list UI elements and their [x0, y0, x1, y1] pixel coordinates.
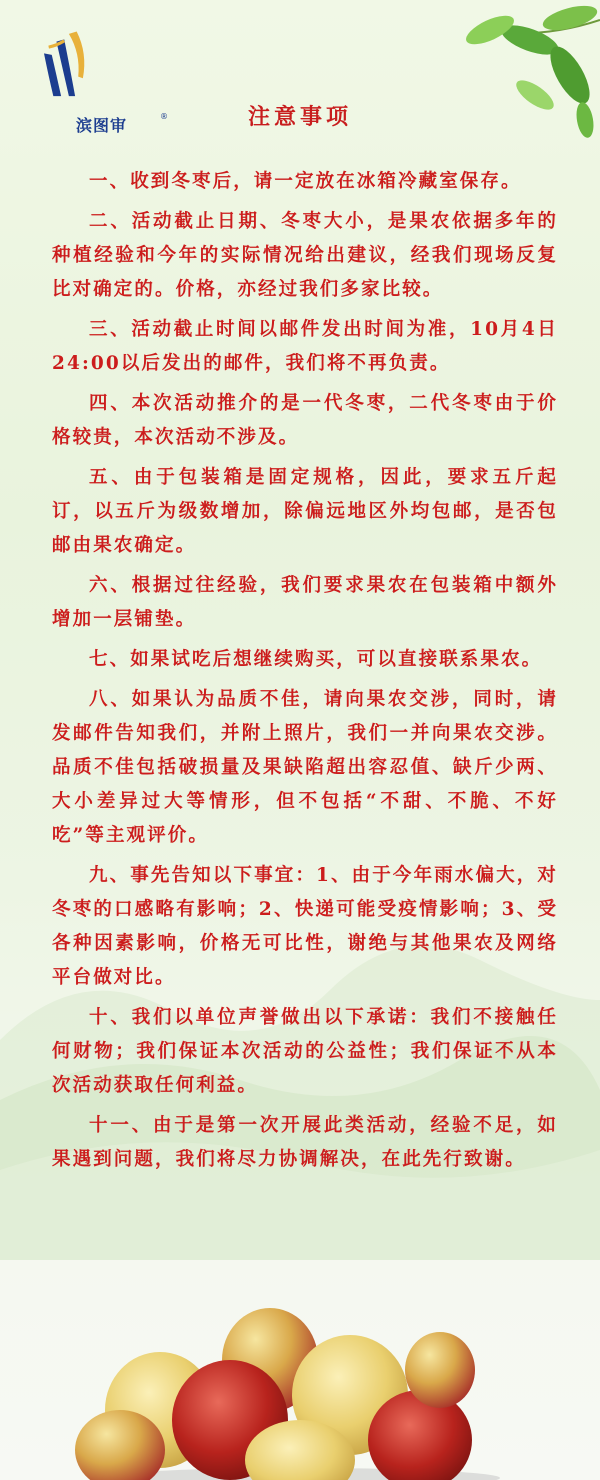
- jujube-fruits-image: [0, 1300, 600, 1480]
- logo-mark-icon: [30, 30, 100, 100]
- notice-item: 三、活动截止时间以邮件发出时间为准，10月4日24:00以后发出的邮件，我们将不再负责。: [52, 319, 558, 374]
- notice-item: 一、收到冬枣后，请一定放在冰箱冷藏室保存。: [89, 171, 522, 192]
- notice-item: 五、由于包装箱是固定规格，因此，要求五斤起订，以五斤为级数增加，除偏远地区外均包邮，是否包邮由果农确定。: [52, 467, 558, 556]
- notice-item: 四、本次活动推介的是一代冬枣，二代冬枣由于价格较贵，本次活动不涉及。: [52, 393, 558, 448]
- notice-item: 十、我们以单位声誉做出以下承诺：我们不接触任何财物；我们保证本次活动的公益性；我们保证不从本次活动获取任何利益。: [52, 1007, 558, 1096]
- notice-item: 八、如果认为品质不佳，请向果农交涉，同时，请发邮件告知我们，并附上照片，我们一并向果农交涉。品质不佳包括破损量及果缺陷超出容忍值、缺斤少两、大小差异过大等情形，但不包括“不甜、不脆、不好吃”等主观评价。: [52, 689, 558, 846]
- notice-item: 九、事先告知以下事宜：1、由于今年雨水偏大，对冬枣的口感略有影响；2、快递可能受疫情影响；3、受各种因素影响，价格无可比性，谢绝与其他果农及网络平台做对比。: [52, 865, 558, 988]
- notice-item: 七、如果试吃后想继续购买，可以直接联系果农。: [89, 649, 543, 670]
- notice-item: 十一、由于是第一次开展此类活动，经验不足，如果遇到问题，我们将尽力协调解决，在此先行致谢。: [52, 1115, 558, 1170]
- registered-mark: ®: [160, 112, 168, 121]
- notice-item: 二、活动截止日期、冬枣大小，是果农依据多年的种植经验和今年的实际情况给出建议，经我们现场反复比对确定的。价格，亦经过我们多家比较。: [52, 211, 558, 300]
- notice-content: [52, 165, 558, 1183]
- page-title: 注意事项: [247, 104, 352, 130]
- notice-item: 六、根据过往经验，我们要求果农在包装箱中额外增加一层铺垫。: [52, 575, 558, 630]
- logo-text: 滨图审: [76, 116, 128, 135]
